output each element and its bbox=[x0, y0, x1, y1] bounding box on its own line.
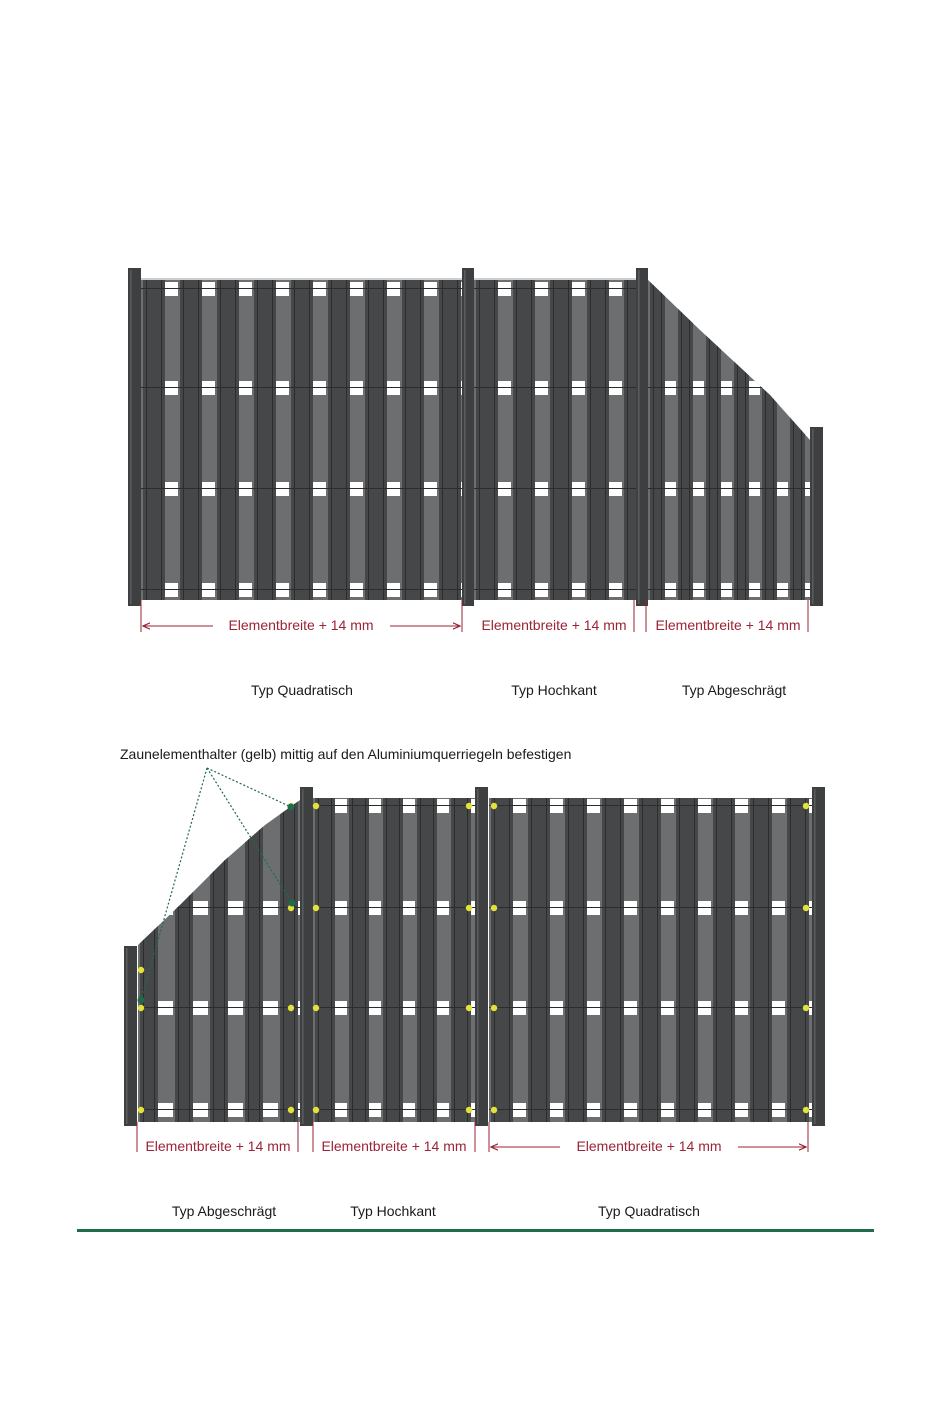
board-groove bbox=[178, 800, 179, 1122]
fence-element-holder bbox=[491, 803, 497, 809]
top-edge bbox=[474, 278, 636, 280]
rail-gap bbox=[777, 381, 788, 395]
fence-element-holder bbox=[491, 1107, 497, 1113]
board-groove bbox=[365, 798, 366, 1122]
board-groove bbox=[753, 798, 754, 1122]
fence-post bbox=[812, 787, 825, 1126]
post-highlight bbox=[477, 789, 479, 1124]
aluminium-rail bbox=[489, 1007, 812, 1008]
fence-board bbox=[140, 800, 158, 1122]
fence-board bbox=[245, 800, 263, 1122]
fence-post bbox=[636, 268, 648, 606]
fence-post bbox=[462, 268, 474, 606]
fence-board bbox=[650, 278, 665, 600]
board-groove bbox=[620, 798, 621, 1122]
board-groove bbox=[257, 280, 258, 600]
board-groove bbox=[331, 280, 332, 600]
fence-element-holder bbox=[491, 905, 497, 911]
board-groove bbox=[318, 798, 319, 1122]
fence-board bbox=[706, 278, 721, 600]
board-groove bbox=[442, 280, 443, 600]
fence-element-holder bbox=[466, 803, 472, 809]
aluminium-rail bbox=[313, 907, 475, 908]
board-groove bbox=[420, 798, 421, 1122]
board-groove bbox=[605, 280, 606, 600]
board-groove bbox=[494, 798, 495, 1122]
aluminium-rail bbox=[489, 805, 812, 806]
fence-element-holder bbox=[138, 1005, 144, 1011]
fence-board bbox=[175, 800, 193, 1122]
fence-element-holder bbox=[466, 905, 472, 911]
bottom-type-label-hochkant: Typ Hochkant bbox=[350, 1203, 436, 1219]
board-groove bbox=[679, 798, 680, 1122]
aluminium-rail bbox=[313, 1109, 475, 1110]
board-groove bbox=[479, 280, 480, 600]
board-groove bbox=[531, 798, 532, 1122]
post-highlight bbox=[814, 789, 816, 1124]
board-groove bbox=[294, 800, 295, 1122]
board-groove bbox=[568, 798, 569, 1122]
board-groove bbox=[627, 280, 628, 600]
aluminium-rail bbox=[141, 589, 462, 590]
fence-element-holder bbox=[803, 1107, 809, 1113]
board-groove bbox=[405, 280, 406, 600]
post-highlight bbox=[812, 429, 814, 604]
board-groove bbox=[801, 278, 802, 600]
board-groove bbox=[509, 798, 510, 1122]
board-groove bbox=[224, 800, 225, 1122]
aluminium-rail bbox=[648, 387, 810, 388]
board-groove bbox=[383, 280, 384, 600]
fence-element-holder bbox=[313, 1005, 319, 1011]
bottom-panel-quadratisch bbox=[489, 798, 822, 1122]
bottom-fence-diagram bbox=[120, 746, 825, 1219]
bottom-dimension-label-hochkant: Elementbreite + 14 mm bbox=[321, 1138, 467, 1154]
board-groove bbox=[689, 278, 690, 600]
board-groove bbox=[154, 800, 155, 1122]
board-groove bbox=[768, 798, 769, 1122]
fence-post bbox=[475, 787, 488, 1126]
board-groove bbox=[590, 280, 591, 600]
board-groove bbox=[717, 278, 718, 600]
fence-element-holder bbox=[288, 1107, 294, 1113]
aluminium-rail bbox=[474, 387, 636, 388]
board-groove bbox=[467, 798, 468, 1122]
aluminium-rail bbox=[313, 805, 475, 806]
fence-board bbox=[734, 278, 749, 600]
fence-element-holder bbox=[138, 1107, 144, 1113]
board-groove bbox=[399, 798, 400, 1122]
board-groove bbox=[161, 280, 162, 600]
fence-board bbox=[280, 800, 298, 1122]
board-groove bbox=[272, 280, 273, 600]
aluminium-rail bbox=[141, 288, 462, 289]
aluminium-rail bbox=[648, 488, 810, 489]
fence-element-holder bbox=[491, 1005, 497, 1011]
top-panel-abgeschraegt bbox=[648, 278, 816, 600]
aluminium-rail bbox=[489, 907, 812, 908]
top-type-label-abgeschraegt: Typ Abgeschrägt bbox=[681, 682, 787, 698]
fence-post bbox=[300, 787, 313, 1126]
fence-element-holder bbox=[138, 967, 144, 973]
rail-gap bbox=[805, 381, 816, 395]
top-dimension-label-hochkant: Elementbreite + 14 mm bbox=[481, 617, 627, 633]
board-groove bbox=[331, 798, 332, 1122]
post-highlight bbox=[464, 270, 466, 604]
board-groove bbox=[183, 280, 184, 600]
board-groove bbox=[457, 280, 458, 600]
fence-post bbox=[124, 946, 137, 1126]
fence-board bbox=[678, 278, 693, 600]
panel-background bbox=[648, 278, 810, 600]
board-groove bbox=[420, 280, 421, 600]
aluminium-rail bbox=[313, 1007, 475, 1008]
aluminium-rail bbox=[141, 488, 462, 489]
bottom-dimension-label-quadratisch: Elementbreite + 14 mm bbox=[576, 1138, 722, 1154]
board-groove bbox=[653, 278, 654, 600]
top-panel-hochkant bbox=[474, 280, 659, 600]
board-groove bbox=[146, 280, 147, 600]
board-groove bbox=[433, 798, 434, 1122]
board-groove bbox=[454, 798, 455, 1122]
board-groove bbox=[605, 798, 606, 1122]
board-groove bbox=[805, 798, 806, 1122]
fence-element-holder bbox=[313, 803, 319, 809]
aluminium-rail bbox=[138, 1007, 300, 1008]
fence-element-holder bbox=[288, 1005, 294, 1011]
board-groove bbox=[709, 278, 710, 600]
aluminium-rail bbox=[474, 589, 636, 590]
fence-element-holder bbox=[313, 1107, 319, 1113]
board-groove bbox=[790, 798, 791, 1122]
board-groove bbox=[352, 798, 353, 1122]
aluminium-rail bbox=[648, 589, 810, 590]
fence-board bbox=[790, 278, 805, 600]
board-groove bbox=[516, 280, 517, 600]
post-highlight bbox=[638, 270, 640, 604]
bottom-type-label-quadratisch: Typ Quadratisch bbox=[598, 1203, 700, 1219]
fence-element-holder bbox=[313, 905, 319, 911]
aluminium-rail bbox=[138, 1109, 300, 1110]
top-panel-quadratisch bbox=[141, 280, 474, 600]
aluminium-rail bbox=[474, 488, 636, 489]
aluminium-rail bbox=[141, 387, 462, 388]
top-type-label-quadratisch: Typ Quadratisch bbox=[251, 682, 353, 698]
holder-instruction-note: Zaunelementhalter (gelb) mittig auf den Aluminiumquerriegeln befestigen bbox=[120, 746, 572, 762]
fence-post bbox=[810, 427, 823, 606]
aluminium-rail bbox=[474, 288, 636, 289]
fence-element-holder bbox=[803, 1005, 809, 1011]
board-groove bbox=[368, 280, 369, 600]
board-groove bbox=[773, 278, 774, 600]
board-groove bbox=[793, 278, 794, 600]
post-highlight bbox=[126, 948, 128, 1124]
board-groove bbox=[294, 280, 295, 600]
board-groove bbox=[143, 800, 144, 1122]
board-groove bbox=[642, 798, 643, 1122]
bottom-type-label-abgeschraegt: Typ Abgeschrägt bbox=[171, 1203, 277, 1219]
top-dimension-label-quadratisch: Elementbreite + 14 mm bbox=[228, 617, 374, 633]
board-groove bbox=[235, 280, 236, 600]
board-groove bbox=[248, 800, 249, 1122]
fence-board bbox=[210, 800, 228, 1122]
bottom-dimension-label-abgeschraegt: Elementbreite + 14 mm bbox=[145, 1138, 291, 1154]
board-groove bbox=[583, 798, 584, 1122]
board-groove bbox=[213, 800, 214, 1122]
board-groove bbox=[737, 278, 738, 600]
board-groove bbox=[716, 798, 717, 1122]
board-groove bbox=[568, 280, 569, 600]
board-groove bbox=[259, 800, 260, 1122]
post-highlight bbox=[302, 789, 304, 1124]
fence-element-holder bbox=[466, 1005, 472, 1011]
board-groove bbox=[694, 798, 695, 1122]
fence-element-holder bbox=[803, 905, 809, 911]
board-groove bbox=[198, 280, 199, 600]
aluminium-rail bbox=[138, 907, 300, 908]
board-groove bbox=[553, 280, 554, 600]
board-groove bbox=[657, 798, 658, 1122]
rail-gap bbox=[158, 901, 173, 915]
board-groove bbox=[681, 278, 682, 600]
board-groove bbox=[283, 800, 284, 1122]
board-groove bbox=[386, 798, 387, 1122]
fence-element-holder bbox=[466, 1107, 472, 1113]
board-groove bbox=[661, 278, 662, 600]
board-groove bbox=[731, 798, 732, 1122]
bottom-divider-rule bbox=[77, 1229, 874, 1232]
board-groove bbox=[189, 800, 190, 1122]
top-dimension-label-abgeschraegt: Elementbreite + 14 mm bbox=[655, 617, 801, 633]
top-edge bbox=[141, 278, 462, 280]
top-type-label-hochkant: Typ Hochkant bbox=[511, 682, 597, 698]
post-highlight bbox=[130, 270, 132, 604]
board-groove bbox=[309, 280, 310, 600]
board-groove bbox=[531, 280, 532, 600]
board-groove bbox=[546, 798, 547, 1122]
board-groove bbox=[494, 280, 495, 600]
fence-post bbox=[128, 268, 141, 606]
fence-element-holder bbox=[803, 803, 809, 809]
bottom-panel-hochkant bbox=[313, 798, 483, 1122]
bottom-panel-abgeschraegt bbox=[138, 800, 313, 1122]
aluminium-rail bbox=[489, 1109, 812, 1110]
board-groove bbox=[745, 278, 746, 600]
board-groove bbox=[765, 278, 766, 600]
board-groove bbox=[220, 280, 221, 600]
fence-board bbox=[762, 278, 777, 600]
board-groove bbox=[346, 280, 347, 600]
top-fence-diagram bbox=[128, 268, 823, 698]
